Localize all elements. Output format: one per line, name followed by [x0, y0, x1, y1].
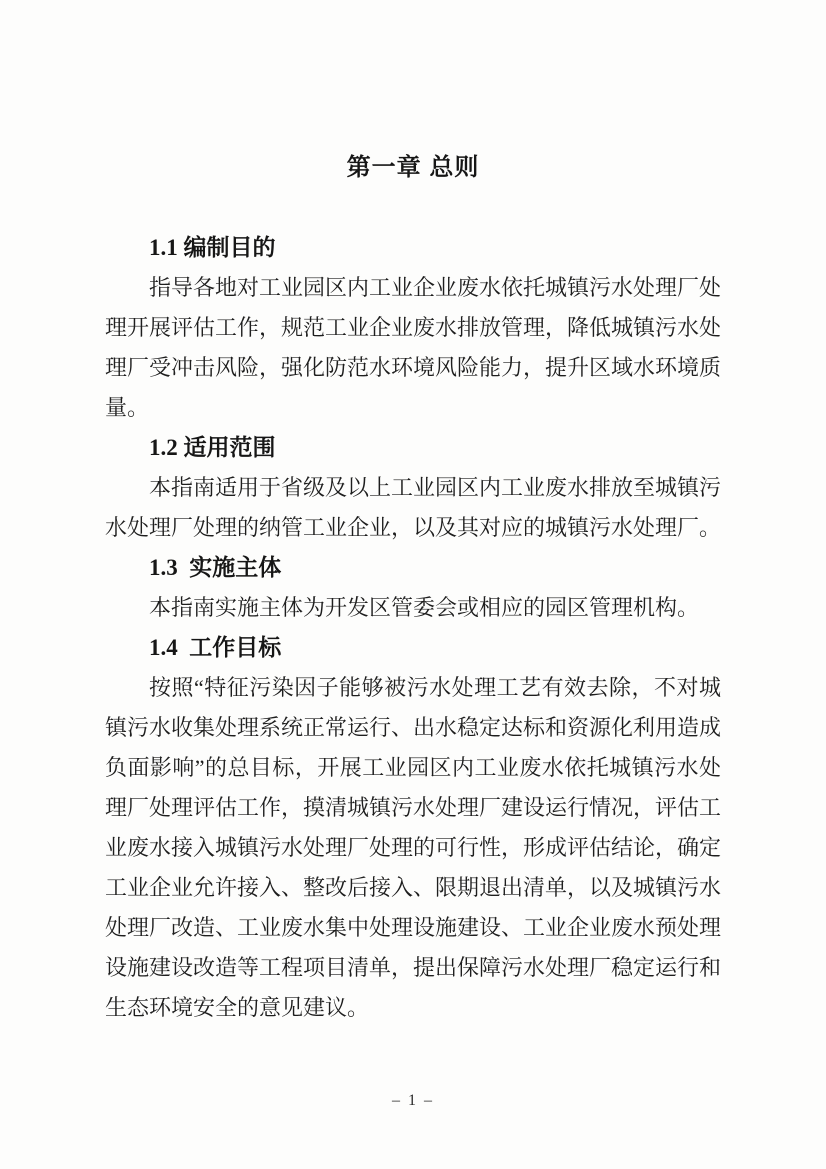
page-content — [105, 0, 721, 1028]
section-paragraph-work-objectives: 按照“特征污染因子能够被污水处理工艺有效去除，不对城镇污水收集处理系统正常运行、出水稳定达标和资源化利用造成负面影响”的总目标，开展工业园区内工业废水依托城镇污水处理厂处理评估工作，摸清城镇污水处理厂建设运行情况，评估工业废水接入城镇污水处理厂处理的可行性，形成评估结论，确定工业企业允许接入、整改后接入、限期退出清单，以及城镇污水处理厂改造、工业废水集中处理设施建设、工业企业废水预处理设施建设改造等工程项目清单，提出保障污水处理厂稳定运行和生态环境安全的意见建议。 — [105, 675, 722, 1020]
chapter-title: 第一章 总则 — [346, 154, 480, 181]
section-1-1 — [105, 228, 721, 428]
section-heading-purpose: 1.1 编制目的 — [149, 235, 276, 260]
section-paragraph-scope: 本指南适用于省级及以上工业园区内工业废水排放至城镇污水处理厂处理的纳管工业企业，以及其对应的城镇污水处理厂。 — [105, 475, 722, 540]
page-number: – 1 – — [392, 1092, 434, 1109]
section-1-4 — [105, 628, 721, 1028]
section-paragraph-purpose: 指导各地对工业园区内工业企业废水依托城镇污水处理厂处理开展评估工作，规范工业企业废水排放管理，降低城镇污水处理厂受冲击风险，强化防范水环境风险能力，提升区域水环境质量。 — [105, 275, 722, 420]
section-1-3 — [105, 548, 721, 628]
section-heading-scope: 1.2 适用范围 — [149, 435, 276, 460]
section-1-2 — [105, 428, 721, 548]
section-paragraph-implementing-body: 本指南实施主体为开发区管委会或相应的园区管理机构。 — [149, 595, 700, 620]
section-heading-work-objectives: 1.4 工作目标 — [149, 635, 282, 660]
section-heading-implementing-body: 1.3 实施主体 — [149, 555, 282, 580]
